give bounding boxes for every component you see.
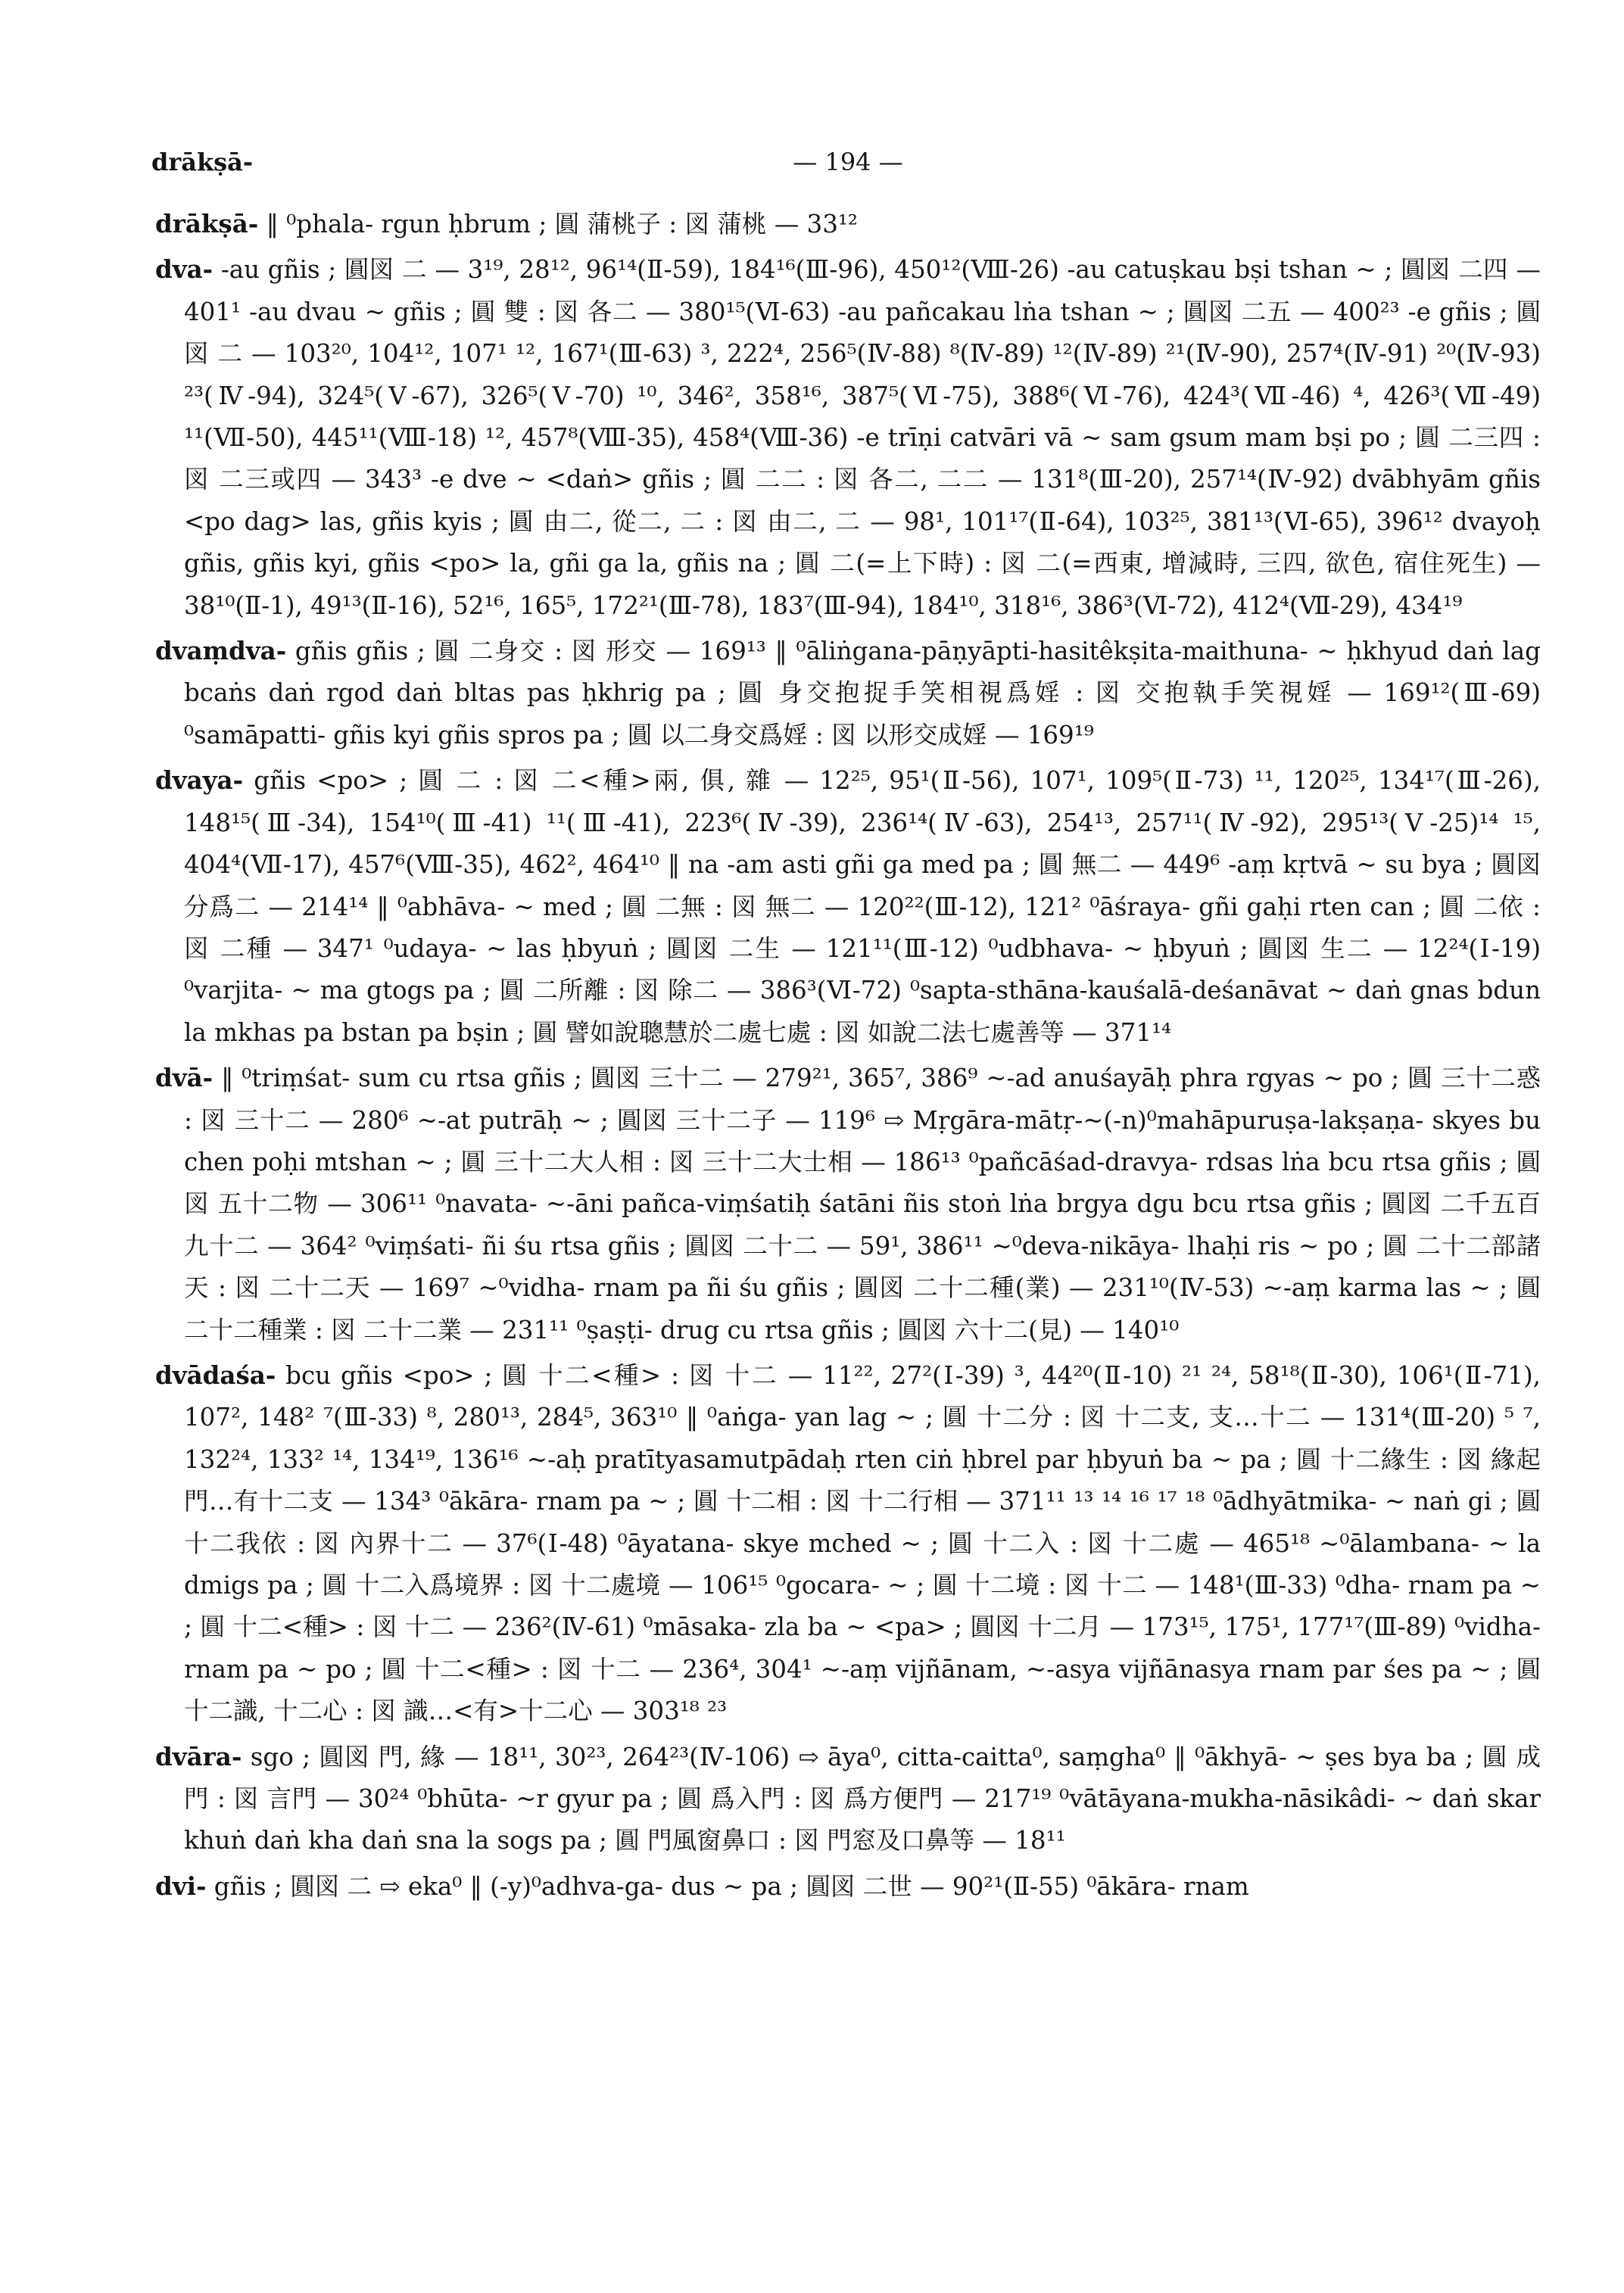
entry-headword: dvaṃdva-: [155, 636, 287, 666]
entry-headword: dvaya-: [155, 765, 244, 796]
entry-text: gñis gñis ; 圓 二身交 : 図 形交 — 169¹³ ‖ ⁰āliṅgana-pāṇyāpti-hasitêkṣita-maithuna- ~ ḥkhyud daṅ lag bcaṅs daṅ rgod daṅ bltas pas ḥkhrig pa ; 圓 身交抱捉手笑相視爲婬 : 図 交抱執手笑視婬 — 169¹²(Ⅲ-69) ⁰samāpatti- gñis kyi gñis spros pa ; 圓 以二身交爲婬 : 図 以形交成婬 — 169¹⁹: [184, 637, 1541, 749]
entry-headword: dvādaśa-: [155, 1360, 276, 1390]
dictionary-entry: [155, 1736, 1541, 1862]
entry-headword: dvāra-: [155, 1741, 242, 1771]
dictionary-entry: [155, 1057, 1541, 1351]
entry-text: ‖ ⁰triṃśat- sum cu rtsa gñis ; 圓図 三十二 — 279²¹, 365⁷, 386⁹ ~-ad anuśayāḥ phra rgyas ~ po ; 圓 三十二惑 : 図 三十二 — 280⁶ ~-at putrāḥ ~ ; 圓図 三十二子 — 119⁶ ⇨ Mṛgāra-mātṛ-~(-n)⁰mahāpuruṣa-lakṣaṇa- skyes bu chen poḥi mtshan ~ ; 圓 三十二大人相 : 図 三十二大士相 — 186¹³ ⁰pañcāśad-dravya- rdsas lṅa bcu rtsa gñis ; 圓図 五十二物 — 306¹¹ ⁰navata- ~-āni pañca-viṃśatiḥ śatāni ñis stoṅ lṅa brgya dgu bcu rtsa gñis ; 圓図 二千五百九十二 — 364² ⁰viṃśati- ñi śu rtsa gñis ; 圓図 二十二 — 59¹, 386¹¹ ~⁰deva-nikāya- lhaḥi ris ~ po ; 圓 二十二部諸天 : 図 二十二天 — 169⁷ ~⁰vidha- rnam pa ñi śu gñis ; 圓図 二十二種(業) — 231¹⁰(Ⅳ-53) ~-aṃ karma las ~ ; 圓 二十二種業 : 図 二十二業 — 231¹¹ ⁰ṣaṣṭi- drug cu rtsa gñis ; 圓図 六十二(見) — 140¹⁰: [184, 1064, 1541, 1344]
dictionary-entry: [155, 1354, 1541, 1733]
entry-text: gñis ; 圓図 二 ⇨ eka⁰ ‖ (-y)⁰adhva-ga- dus ~ pa ; 圓図 二世 — 90²¹(Ⅱ-55) ⁰ākāra- rnam: [214, 1871, 1249, 1901]
entry-text: -au gñis ; 圓図 二 — 3¹⁹, 28¹², 96¹⁴(Ⅱ-59), 184¹⁶(Ⅲ-96), 450¹²(Ⅷ-26) -au catuṣkau bṣi tshan ~ ; 圓図 二四 — 401¹ -au dvau ~ gñis ; 圓 雙 : 図 各二 — 380¹⁵(Ⅵ-63) -au pañcakau lṅa tshan ~ ; 圓図 二五 — 400²³ -e gñis ; 圓図 二 — 103²⁰, 104¹², 107¹ ¹², 167¹(Ⅲ-63) ³, 222⁴, 256⁵(Ⅳ-88) ⁸(Ⅳ-89) ¹²(Ⅳ-89) ²¹(Ⅳ-90), 257⁴(Ⅳ-91) ²⁰(Ⅳ-93) ²³(Ⅳ-94), 324⁵(Ⅴ-67), 326⁵(Ⅴ-70) ¹⁰, 346², 358¹⁶, 387⁵(Ⅵ-75), 388⁶(Ⅵ-76), 424³(Ⅶ-46) ⁴, 426³(Ⅶ-49) ¹¹(Ⅶ-50), 445¹¹(Ⅷ-18) ¹², 457⁸(Ⅷ-35), 458⁴(Ⅷ-36) -e trīṇi catvāri vā ~ sam gsum mam bṣi po ; 圓 二三四 : 図 二三或四 — 343³ -e dve ~ <daṅ> gñis ; 圓 二二 : 図 各二, 二二 — 131⁸(Ⅲ-20), 257¹⁴(Ⅳ-92) dvābhyām gñis <po dag> las, gñis kyis ; 圓 由二, 從二, 二 : 図 由二, 二 — 98¹, 101¹⁷(Ⅱ-64), 103²⁵, 381¹³(Ⅵ-65), 396¹² dvayoḥ gñis, gñis kyi, gñis <po> la, gñi ga la, gñis na ; 圓 二(=上下時) : 図 二(=西東, 增減時, 三四, 欲色, 宿住死生) — 38¹⁰(Ⅱ-1), 49¹³(Ⅱ-16), 52¹⁶, 165⁵, 172²¹(Ⅲ-78), 183⁷(Ⅲ-94), 184¹⁰, 318¹⁶, 386³(Ⅵ-72), 412⁴(Ⅶ-29), 434¹⁹: [184, 255, 1541, 620]
entry-list: [155, 203, 1541, 1908]
entry-text: bcu gñis <po> ; 圓 十二<種> : 図 十二 — 11²², 27²(Ⅰ-39) ³, 44²⁰(Ⅱ-10) ²¹ ²⁴, 58¹⁸(Ⅱ-30), 106¹(Ⅱ-71), 107², 148² ⁷(Ⅲ-33) ⁸, 280¹³, 284⁵, 363¹⁰ ‖ ⁰aṅga- yan lag ~ ; 圓 十二分 : 図 十二支, 支…十二 — 131⁴(Ⅲ-20) ⁵ ⁷, 132²⁴, 133² ¹⁴, 134¹⁹, 136¹⁶ ~-aḥ pratītyasamutpādaḥ rten ciṅ ḥbrel par ḥbyuṅ ba ~ pa ; 圓 十二緣生 : 図 緣起門…有十二支 — 134³ ⁰ākāra- rnam pa ~ ; 圓 十二相 : 図 十二行相 — 371¹¹ ¹³ ¹⁴ ¹⁶ ¹⁷ ¹⁸ ⁰ādhyātmika- ~ naṅ gi ; 圓 十二我依 : 図 內界十二 — 37⁶(Ⅰ-48) ⁰āyatana- skye mched ~ ; 圓 十二入 : 図 十二處 — 465¹⁸ ~⁰ālambana- ~ la dmigs pa ; 圓 十二入爲境界 : 図 十二處境 — 106¹⁵ ⁰gocara- ~ ; 圓 十二境 : 図 十二 — 148¹(Ⅲ-33) ⁰dha- rnam pa ~ ; 圓 十二<種> : 図 十二 — 236²(Ⅳ-61) ⁰māsaka- zla ba ~ <pa> ; 圓図 十二月 — 173¹⁵, 175¹, 177¹⁷(Ⅲ-89) ⁰vidha- rnam pa ~ po ; 圓 十二<種> : 図 十二 — 236⁴, 304¹ ~-aṃ vijñānam, ~-asya vijñānasya rnam par śes pa ~ ; 圓 十二識, 十二心 : 図 識…<有>十二心 — 303¹⁸ ²³: [184, 1360, 1541, 1726]
dictionary-entry: [155, 203, 1541, 245]
entry-text: ‖ ⁰phala- rgun ḥbrum ; 圓 蒲桃子 : 図 蒲桃 — 33¹²: [266, 210, 858, 238]
dictionary-entry: [155, 248, 1541, 627]
running-head: [151, 148, 1545, 185]
entry-headword: drākṣā-: [155, 209, 259, 238]
entry-text: gñis <po> ; 圓 二 : 図 二<種>兩, 俱, 雜 — 12²⁵, 95¹(Ⅱ-56), 107¹, 109⁵(Ⅱ-73) ¹¹, 120²⁵, 134¹⁷(Ⅲ-26), 148¹⁵(Ⅲ-34), 154¹⁰(Ⅲ-41) ¹¹(Ⅲ-41), 223⁶(Ⅳ-39), 236¹⁴(Ⅳ-63), 254¹³, 257¹¹(Ⅳ-92), 295¹³(Ⅴ-25)¹⁴ ¹⁵, 404⁴(Ⅶ-17), 457⁶(Ⅷ-35), 462², 464¹⁰ ‖ na -am asti gñi ga med pa ; 圓 無二 — 449⁶ -aṃ kṛtvā ~ su bya ; 圓図 分爲二 — 214¹⁴ ‖ ⁰abhāva- ~ med ; 圓 二無 : 図 無二 — 120²²(Ⅲ-12), 121² ⁰āśraya- gñi gaḥi rten can ; 圓 二依 : 図 二種 — 347¹ ⁰udaya- ~ las ḥbyuṅ ; 圓図 二生 — 121¹¹(Ⅲ-12) ⁰udbhava- ~ ḥbyuṅ ; 圓図 生二 — 12²⁴(Ⅰ-19) ⁰varjita- ~ ma gtogs pa ; 圓 二所離 : 図 除二 — 386³(Ⅵ-72) ⁰sapta-sthāna-kauśalā-deśanāvat ~ daṅ gnas bdun la mkhas pa bstan pa bṣin ; 圓 譬如說聰慧於二處七處 : 図 如說二法七處善等 — 371¹⁴: [184, 766, 1541, 1047]
dictionary-entry: [155, 759, 1541, 1054]
dictionary-entry: [155, 630, 1541, 756]
entry-headword: dvā-: [155, 1063, 214, 1093]
running-head-word: drākṣā-: [151, 148, 254, 176]
dictionary-entry: [155, 1865, 1541, 1908]
entry-text: sgo ; 圓図 門, 緣 — 18¹¹, 30²³, 264²³(Ⅳ-106) ⇨ āya⁰, citta-caitta⁰, saṃgha⁰ ‖ ⁰ākhyā- ~ ṣes bya ba ; 圓 成門 : 図 言門 — 30²⁴ ⁰bhūta- ~r gyur pa ; 圓 爲入門 : 図 爲方便門 — 217¹⁹ ⁰vātāyana-mukha-nāsikâdi- ~ daṅ skar khuṅ daṅ kha daṅ sna la sogs pa ; 圓 門風窗鼻口 : 図 門窓及口鼻等 — 18¹¹: [184, 1742, 1541, 1855]
page-number: — 194 —: [793, 148, 903, 176]
entry-headword: dvi-: [155, 1871, 207, 1901]
entry-headword: dva-: [155, 254, 214, 285]
